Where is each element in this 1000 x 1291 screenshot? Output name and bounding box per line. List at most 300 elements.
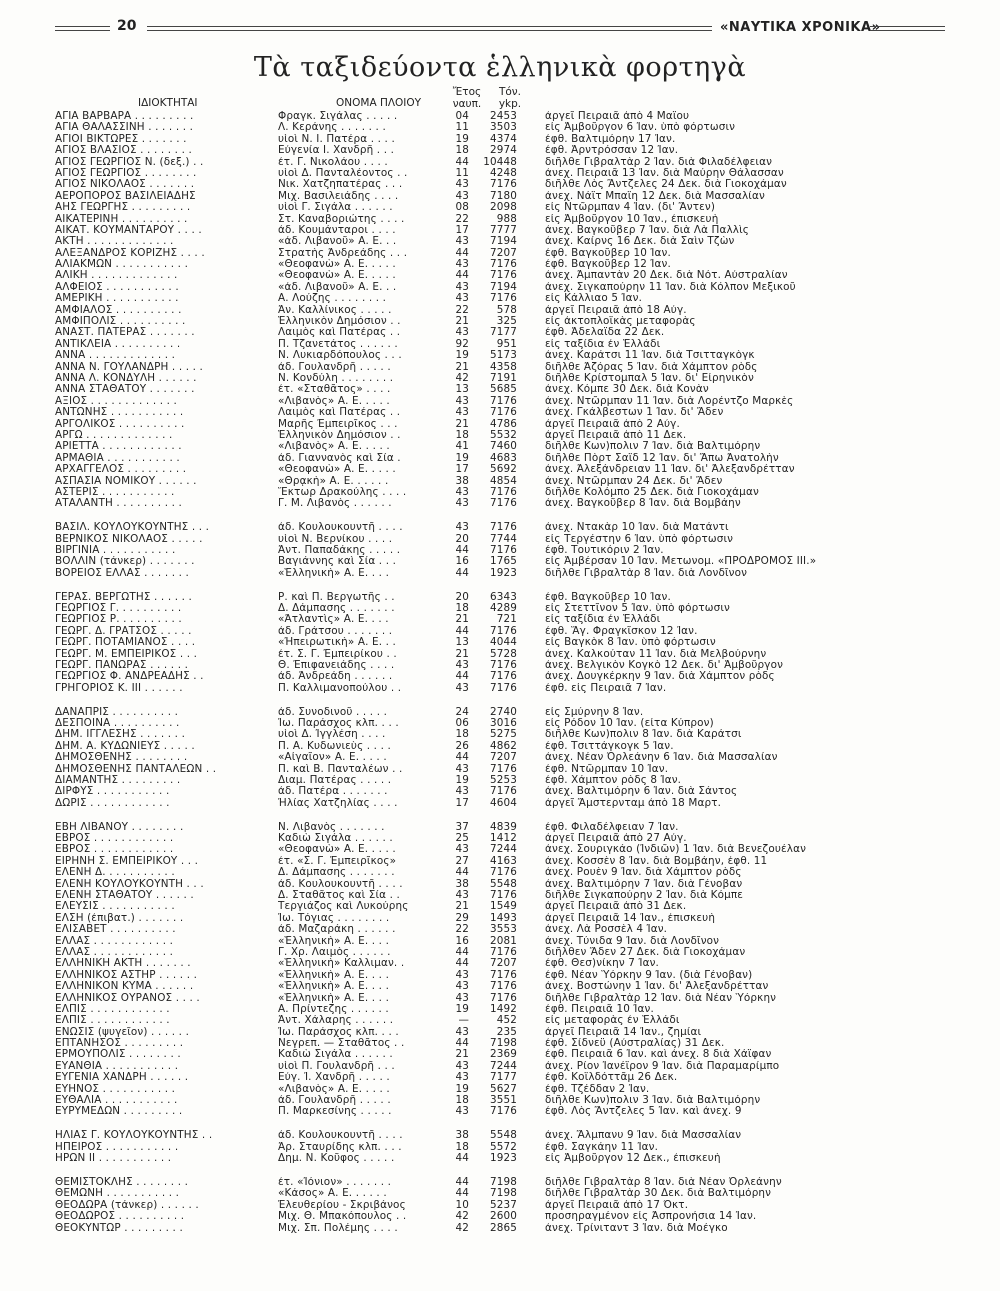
ship-name: υἱοὶ Δ. Ἰγγλέση . . . . (278, 729, 386, 741)
ship-name: «Ἑλληνικὴ» Α. Ε. . . . (278, 935, 390, 947)
ship-name: «Κάσος» Α. Ε. . . . . . (278, 1188, 387, 1200)
owner-name: ΑΝΤΙΚΛΕΙΑ . . . . . . . . . . (55, 338, 181, 350)
ship-name: Ἰω. Παράσχος κλπ. . . . (278, 718, 399, 730)
ship-name: Εὐγενία Ι. Χανδρῆ . . . (278, 145, 395, 157)
voyage-status: ἀνεχ. Ἄλμπανυ 9 Ἰαν. διὰ Μασσαλίαν (545, 1130, 742, 1142)
year-built: 43 (455, 763, 469, 775)
tonnage: 5532 (489, 429, 517, 441)
voyage-status: ἐφθ. Βαγκοῦβερ 10 Ἰαν. (545, 247, 671, 259)
voyage-status: ἐφθ. Σίδνεϋ (Αὐστραλίας) 31 Δεκ. (545, 1038, 725, 1050)
ship-name: ἀδ. Κουλουκουντῆ . . . . (278, 522, 403, 534)
tonnage: 6343 (489, 591, 517, 603)
owner-name: ΑΜΦΙΑΛΟΣ . . . . . . . . . . (55, 304, 182, 316)
tonnage: 5572 (489, 1141, 517, 1153)
year-built: 44 (455, 625, 469, 637)
tonnage: 452 (496, 1015, 517, 1027)
tonnage: 5692 (489, 464, 517, 476)
ship-row (55, 1072, 945, 1083)
year-built: 44 (455, 247, 469, 259)
year-built: 43 (455, 844, 469, 856)
ship-name: ἀδ. Μαζαράκη . . . . . . (278, 924, 396, 936)
tonnage: 1923 (489, 567, 517, 579)
year-built: 44 (455, 567, 469, 579)
ship-name: Μιχ. Βασιλειάδης . . . . (278, 190, 399, 202)
voyage-status: διῆλθε Πὸρτ Σαΐδ 12 Ἰαν. δι' Ἄπω Ἀνατολὴν (545, 452, 779, 464)
voyage-status: ἀνεχ. Ρίον Ἰανέϊρον 9 Ἰαν. διὰ Παραμαρίμπο (545, 1060, 780, 1072)
tonnage: 7176 (489, 395, 517, 407)
tonnage: 7176 (489, 522, 517, 534)
tonnage: 5253 (489, 774, 517, 786)
tonnage: 7180 (489, 190, 517, 202)
owner-name: ΑΚΤΗ . . . . . . . . . . . . . (55, 236, 174, 248)
ship-row (55, 970, 945, 981)
owner-name: ΕΥΓΕΝΙΑ ΧΑΝΔΡΗ . . . . . . (55, 1072, 189, 1084)
ship-row (55, 637, 945, 648)
tonnage: 7191 (489, 372, 517, 384)
ship-name: Π. Μαρκεσίνης . . . . . (278, 1106, 392, 1118)
voyage-status: ἐφθ. Θεσ)νίκην 7 Ἰαν. (545, 958, 659, 970)
ship-row (55, 867, 945, 878)
owner-name: ΑΓΙΟΣ ΓΕΩΡΓΙΟΣ Ν. (δεξ.) . . (55, 156, 204, 168)
tonnage: 7176 (489, 1106, 517, 1118)
year-built: 44 (455, 270, 469, 282)
tonnage: 3016 (489, 718, 517, 730)
ship-row (55, 316, 945, 327)
year-built: — (458, 1015, 469, 1027)
tonnage: 7244 (489, 1060, 517, 1072)
ship-name: Ἀντ. Παπαδάκης . . . . . (278, 544, 401, 556)
year-built: 43 (455, 1106, 469, 1118)
owner-name: ΕΛΣΗ (ἐπιβατ.) . . . . . . . (55, 912, 184, 924)
tonnage: 721 (496, 614, 517, 626)
voyage-status: ἀνεχ. Βαγκοῦβερ 7 Ἰαν. διὰ Λὰ Παλλὶς (545, 224, 750, 236)
ship-name: Α. Πρίντεζης . . . . . . (278, 1003, 389, 1015)
owner-name: ΕΛΕΥΣΙΣ . . . . . . . . . . . (55, 901, 175, 913)
tonnage: 4839 (489, 821, 517, 833)
ship-row (55, 407, 945, 418)
ship-row (55, 373, 945, 384)
ship-name: «Θεοφανὼ» Α. Ε. . . . . (278, 259, 396, 271)
ship-name: Π. Καλλιμανοπούλου . . (278, 682, 402, 694)
owner-name: ΑΓΙΟΙ ΒΙΚΤΩΡΕΣ . . . . . . . (55, 133, 187, 145)
ship-row (55, 441, 945, 452)
tonnage: 1765 (489, 556, 517, 568)
ship-row (55, 191, 945, 202)
tonnage: 7176 (489, 293, 517, 305)
ship-row (55, 1153, 945, 1164)
tonnage: 2453 (489, 111, 517, 122)
year-built: 18 (455, 429, 469, 441)
owner-name: ΑΡΓΟΛΙΚΟΣ . . . . . . . . . . (55, 418, 185, 430)
voyage-status: ἀνεχ. Τύνιδα 9 Ἰαν. διὰ Λονδῖνον (545, 935, 720, 947)
ship-row (55, 419, 945, 430)
ship-row (55, 1095, 945, 1106)
owner-name: ΔΗΜΟΣΘΕΝΗΣ ΠΑΝΤΑΛΕΩΝ . . (55, 763, 217, 775)
tonnage: 7744 (489, 533, 517, 545)
tonnage: 1549 (489, 901, 517, 913)
tonnage: 3551 (489, 1095, 517, 1107)
ship-name: ἐτ. «Σ. Γ. Ἐμπειρῖκος» (278, 855, 397, 867)
column-header-owners: ΙΔΙΟΚΤΗΤΑΙ (138, 97, 198, 109)
ship-name: Δ. Δάμπασης . . . . . . . (278, 603, 395, 615)
tonnage: 7176 (489, 867, 517, 879)
owner-name: ΓΕΩΡΓ. ΠΟΤΑΜΙΑΝΟΣ . . . . (55, 637, 196, 649)
tonnage: 578 (496, 304, 517, 316)
ship-row (55, 1177, 945, 1188)
owner-name: ΑΝΝΑ Ν. ΓΟΥΛΑΝΔΡΗ . . . . . (55, 361, 204, 373)
voyage-status: διῆλθε Γιβραλτὰρ 2 Ἰαν. διὰ Φιλαδέλφειαν (545, 156, 773, 168)
ship-row (55, 568, 945, 579)
voyage-status: ἐφθ. Νέαν Ὑόρκην 9 Ἰαν. (διὰ Γένοβαν) (545, 969, 753, 981)
ship-row (55, 958, 945, 969)
owner-name: ΑΡΙΕΤΤΑ . . . . . . . . . . . . (55, 441, 182, 453)
owner-name: ΓΕΩΡΓ. ΠΑΝΩΡΑΣ . . . . . . (55, 659, 189, 671)
year-built: 42 (455, 372, 469, 384)
article-title: Τὰ ταξιδεύοντα ἑλληνικὰ φορτηγὰ (253, 52, 747, 83)
voyage-status: διῆλθε Κων)πολιν 7 Ἰαν. διὰ Βαλτιμόρην (545, 441, 761, 453)
tonnage: 2865 (489, 1222, 517, 1234)
owner-name: ΘΕΜΩΝΗ . . . . . . . . . . . (55, 1188, 180, 1200)
tonnage: 1923 (489, 1153, 517, 1165)
page-number: 20 (117, 18, 137, 34)
year-built: 21 (455, 361, 469, 373)
ship-row (55, 111, 945, 122)
owner-name: ΑΡΜΑΘΙΑ . . . . . . . . . . . (55, 452, 180, 464)
year-built: 18 (455, 729, 469, 741)
tonnage: 7176 (489, 544, 517, 556)
owner-name: ΓΕΩΡΓΙΟΣ Ρ. . . . . . . . . . (55, 614, 182, 626)
owner-name: ΗΠΕΙΡΟΣ . . . . . . . . . . . (55, 1141, 179, 1153)
ship-row (55, 168, 945, 179)
owner-name: ΔΗΜ. Α. ΚΥΔΩΝΙΕΥΣ . . . . . (55, 740, 195, 752)
ship-name: «Ἑλληνικὴ» Α. Ε. . . . (278, 567, 390, 579)
voyage-status: εἰς Σμύρνην 8 Ἰαν. (545, 706, 644, 718)
tonnage: 3503 (489, 122, 517, 134)
owner-name: ΑΙΚΑΤ. ΚΟΥΜΑΝΤΑΡΟΥ . . . . (55, 224, 202, 236)
ship-row (55, 718, 945, 729)
ship-row (55, 786, 945, 797)
voyage-status: διῆλθε Κολόμπο 25 Δεκ. διὰ Γιοκοχάμαν (545, 486, 759, 498)
tonnage: 4044 (489, 637, 517, 649)
tonnage: 4358 (489, 361, 517, 373)
ship-name: Δημ. Ν. Κοῦφος . . . . . (278, 1153, 395, 1165)
ship-row (55, 844, 945, 855)
ship-row (55, 476, 945, 487)
ship-row (55, 282, 945, 293)
tonnage: 4289 (489, 603, 517, 615)
year-built: 43 (455, 890, 469, 901)
year-built: 27 (455, 855, 469, 867)
header-rule-left (55, 26, 110, 31)
owner-name: ΒΙΡΓΙΝΙΑ . . . . . . . . . . . (55, 544, 176, 556)
year-built: 43 (455, 236, 469, 248)
voyage-status: ἐφθ. Τζέδδαν 2 Ἰαν. (545, 1083, 650, 1095)
year-built: 43 (455, 281, 469, 293)
ship-row (55, 305, 945, 316)
year-built: 20 (455, 591, 469, 603)
year-built: 38 (455, 475, 469, 487)
header-rule-right (870, 26, 945, 31)
ship-group (55, 1177, 945, 1234)
year-built: 43 (455, 522, 469, 534)
owner-name: ΕΛΛΗΝΙΚΟΣ ΟΥΡΑΝΟΣ . . . . (55, 992, 200, 1004)
ship-row (55, 202, 945, 213)
ship-name: Ν. Κονδύλη . . . . . . . . (278, 372, 394, 384)
year-built: 42 (455, 1222, 469, 1234)
owner-name: ΕΛΙΣΑΒΕΤ . . . . . . . . . . (55, 924, 176, 936)
ship-row (55, 498, 945, 509)
tonnage: 7176 (489, 259, 517, 271)
year-built: 43 (455, 190, 469, 202)
voyage-status: ἀνεχ. Κόμπε 30 Δεκ. διὰ Κονὰν (545, 384, 709, 396)
ship-name: Ἑλληνικὸν Δημόσιον . . (278, 316, 401, 328)
voyage-status: ἀνεχ. Νέαν Ὀρλεάνην 6 Ἰαν. διὰ Μασσαλίαν (545, 752, 778, 764)
ship-name: Ἰω. Τόγιας . . . . . . . . (278, 912, 390, 924)
ship-name: Δ. Δάμπασης . . . . . . . (278, 867, 395, 879)
voyage-status: ἀνεχ. Ντῶρμπαν 24 Δεκ. δι' Ἄδεν (545, 475, 723, 487)
owner-name: ΒΟΛΛΙΝ (τάνκερ) . . . . . . . (55, 556, 195, 568)
year-built: 43 (455, 1060, 469, 1072)
ship-row (55, 1049, 945, 1060)
ship-row (55, 259, 945, 270)
ship-row (55, 729, 945, 740)
ship-group (55, 822, 945, 1118)
owner-name: ΕΥΘΑΛΙΑ . . . . . . . . . . . (55, 1095, 178, 1107)
owner-name: ΕΝΩΣΙΣ (ψυγεῖον) . . . . . . (55, 1026, 190, 1038)
ship-name: υἱοὶ Ν. Ι. Πατέρα . . . . (278, 133, 395, 145)
ship-row (55, 362, 945, 373)
tonnage: 235 (496, 1026, 517, 1038)
ship-name: ἀδ. Κουλουκουντῆ . . . . (278, 1130, 403, 1142)
year-built: 43 (455, 981, 469, 993)
owner-name: ΘΕΟΚΥΝΤΩΡ . . . . . . . . . (55, 1222, 183, 1234)
year-built: 44 (455, 1176, 469, 1188)
ship-row (55, 293, 945, 304)
ship-name: Π. Τζανετάτος . . . . . . (278, 338, 398, 350)
tonnage: 7176 (489, 498, 517, 510)
owner-name: ΑΜΕΡΙΚΗ . . . . . . . . . . . (55, 293, 179, 305)
tonnage: 7176 (489, 890, 517, 901)
ship-name: υἱοὶ Ν. Βερνίκου . . . . (278, 533, 393, 545)
year-built: 43 (455, 486, 469, 498)
owner-name: ΕΛΛΗΝΙΚΟΣ ΑΣΤΗΡ . . . . . . (55, 969, 198, 981)
year-built: 21 (455, 614, 469, 626)
voyage-status: ἀργεῖ Πειραιᾶ ἀπὸ 11 Δεκ. (545, 429, 687, 441)
ship-row (55, 936, 945, 947)
ship-row (55, 890, 945, 901)
owner-name: ΑΣΤΕΡΙΣ . . . . . . . . . . . (55, 486, 175, 498)
ship-name: Γ. Μ. Λιβανὸς . . . . . . (278, 498, 392, 510)
year-built: 19 (455, 133, 469, 145)
tonnage: 5548 (489, 1130, 517, 1142)
year-built: 44 (455, 946, 469, 958)
ship-row (55, 1027, 945, 1038)
owner-name: ΑΤΑΛΑΝΤΗ . . . . . . . . . . (55, 498, 182, 510)
year-built: 44 (455, 1153, 469, 1165)
ship-row (55, 671, 945, 682)
year-built: 21 (455, 901, 469, 913)
tonnage: 7176 (489, 270, 517, 282)
year-built: 43 (455, 498, 469, 510)
owner-name: ΔΑΝΑΠΡΙΣ . . . . . . . . . . (55, 706, 179, 718)
voyage-status: ἀνεχ. Τρίνιταντ 3 Ἰαν. διὰ Μοέγκο (545, 1222, 728, 1234)
year-built: 43 (455, 786, 469, 798)
owner-name: ΔΙΡΦΥΣ . . . . . . . . . . . (55, 786, 170, 798)
tonnage: 7198 (489, 1188, 517, 1200)
ship-row (55, 592, 945, 603)
tonnage: 2081 (489, 935, 517, 947)
voyage-status: εἰς ταξίδια ἐν Ἑλλάδι (545, 338, 661, 350)
year-built: 25 (455, 833, 469, 845)
owner-name: ΗΛΙΑΣ Γ. ΚΟΥΛΟΥΚΟΥΝΤΗΣ . . (55, 1130, 213, 1142)
voyage-status: ἐφθ. Πειραιᾶ 10 Ἰαν. (545, 1003, 654, 1015)
voyage-status: ἀνεχ. Βοστώνην 1 Ἰαν. δι' Ἀλεξανδρέτταν (545, 981, 769, 993)
year-built: 18 (455, 145, 469, 157)
ship-name: ἀδ. Γουλανδρῆ . . . . . (278, 1095, 391, 1107)
tonnage: 4854 (489, 475, 517, 487)
owner-name: ΓΕΩΡΓ. Δ. ΓΡΑΤΣΟΣ . . . . . (55, 625, 192, 637)
tonnage: 7176 (489, 682, 517, 694)
ship-group (55, 1130, 945, 1164)
year-built: 44 (455, 544, 469, 556)
voyage-status: ἐφθ. Ἀρντρόσσαν 12 Ἰαν. (545, 145, 679, 157)
tonnage: 7176 (489, 407, 517, 419)
owner-name: ΑΕΡΟΠΟΡΟΣ ΒΑΣΙΛΕΙΑΔΗΣ (55, 190, 196, 202)
tonnage: 10448 (483, 156, 517, 168)
ship-name: «Θεοφανὼ» Α. Ε. . . . . (278, 464, 396, 476)
ship-name: «ἀδ. Λιβανοῦ» Α. Ε. . . (278, 236, 397, 248)
ship-name: Μιχ. Θ. Μπακόπουλος . . (278, 1211, 407, 1223)
ship-row (55, 798, 945, 809)
tonnage: 7176 (489, 179, 517, 191)
year-built: 92 (455, 338, 469, 350)
tonnage: 7460 (489, 441, 517, 453)
tonnage: 1492 (489, 1003, 517, 1015)
ship-listing (55, 111, 945, 1246)
owner-name: ΑΓΙΑ ΒΑΡΒΑΡΑ . . . . . . . . . (55, 111, 194, 122)
ship-row (55, 384, 945, 395)
year-built: 44 (455, 1038, 469, 1050)
tonnage: 2600 (489, 1211, 517, 1223)
ship-row (55, 545, 945, 556)
ship-name: Μιχ. Σπ. Πολέμης . . . . (278, 1222, 398, 1234)
tonnage: 2974 (489, 145, 517, 157)
ship-name: Λ. Κεράνης . . . . . . . (278, 122, 386, 134)
ship-row (55, 833, 945, 844)
owner-name: ΕΛΛΑΣ . . . . . . . . . . . . (55, 935, 174, 947)
owner-name: ΗΡΩΝ ΙΙ . . . . . . . . . . . (55, 1153, 172, 1165)
voyage-status: ἀνεχ. Σιγκαπούρην 11 Ἰαν. διὰ Κόλπον Μεξικοῦ (545, 281, 796, 293)
ship-name: «Ἠπειρωτικὴ» Α. Ε. . . (278, 637, 396, 649)
tonnage: 3553 (489, 924, 517, 936)
owner-name: ΑΛΙΚΗ . . . . . . . . . . . . . (55, 270, 178, 282)
tonnage: 7177 (489, 1072, 517, 1084)
owner-name: ΔΗΜΟΣΘΕΝΗΣ . . . . . . . . (55, 752, 188, 764)
year-built: 18 (455, 603, 469, 615)
owner-name: ΕΛΛΗΝΙΚΗ ΑΚΤΗ . . . . . . . (55, 958, 191, 970)
ship-name: Νεγρεπ. — Σταθᾶτος . . (278, 1038, 405, 1050)
voyage-status: ἀργεῖ Πειραιᾶ ἀπὸ 4 Μαΐου (545, 111, 690, 122)
voyage-status: διῆλθε Γιβραλτὰρ 30 Δεκ. διὰ Βαλτιμόρην (545, 1188, 772, 1200)
owner-name: ΑΞΙΟΣ . . . . . . . . . . . . . (55, 395, 178, 407)
voyage-status: ἐφθ. Τσιττάγκογκ 5 Ἰαν. (545, 740, 674, 752)
owner-name: ΘΕΟΔΩΡΑ (τάνκερ) . . . . . . (55, 1199, 199, 1211)
owner-name: ΓΕΩΡΓΙΟΣ Φ. ΑΝΔΡΕΑΔΗΣ . . (55, 671, 204, 683)
year-built: 17 (455, 464, 469, 476)
voyage-status: διῆλθε Γιβραλτὰρ 8 Ἰαν. διὰ Λονδῖνον (545, 567, 748, 579)
voyage-status: ἐφθ. Λὸς Ἄντζελες 5 Ἰαν. καὶ ἀνεχ. 9 (545, 1106, 742, 1118)
tonnage: 7176 (489, 981, 517, 993)
ship-name: υἱοὶ Π. Γουλανδρῆ . . . (278, 1060, 395, 1072)
tonnage: 7177 (489, 327, 517, 339)
ship-name: Θ. Ἐπιφανειάδης . . . . (278, 659, 395, 671)
ship-name: υἱοὶ Δ. Πανταλέοντος . . (278, 167, 408, 179)
voyage-status: εἰς Ἀμβοῦργον 10 Ἰαν., ἐπισκευὴ (545, 213, 719, 225)
tonnage: 7207 (489, 958, 517, 970)
ship-row (55, 626, 945, 637)
tonnage: 7176 (489, 625, 517, 637)
voyage-status: ἀνεχ. Βαλτιμόρην 6 Ἰαν. διὰ Σάντος (545, 786, 738, 798)
voyage-status: εἰς ἀκτοπλοϊκὰς μεταφορὰς (545, 316, 696, 328)
owner-name: ΕΠΤΑΝΗΣΟΣ . . . . . . . . . (55, 1038, 184, 1050)
ship-group (55, 592, 945, 695)
ship-row (55, 603, 945, 614)
ship-name: Νικ. Χατζηπατέρας . . . (278, 179, 403, 191)
ship-row (55, 752, 945, 763)
tonnage: 7176 (489, 671, 517, 683)
voyage-status: ἐφθ. Ἀδελαΐδα 22 Δεκ. (545, 327, 665, 339)
tonnage: 7198 (489, 1176, 517, 1188)
owner-name: ΑΡΧΑΓΓΕΛΟΣ . . . . . . . . . (55, 464, 187, 476)
voyage-status: ἀργεῖ Πειραιᾶ 14 Ἰαν., ἐπισκευὴ (545, 912, 716, 924)
voyage-status: ἀνεχ. Δουγκέρκην 9 Ἰαν. διὰ Χάμπτον ρὸδς (545, 671, 775, 683)
ship-row (55, 741, 945, 752)
tonnage: 4683 (489, 452, 517, 464)
year-built: 43 (455, 682, 469, 694)
tonnage: 7176 (489, 992, 517, 1004)
ship-name: Μαρῆς Ἐμπειρῖκος . . . (278, 418, 398, 430)
tonnage: 7176 (489, 486, 517, 498)
voyage-status: ἀργεῖ Πειραιᾶ 14 Ἰαν., ζημίαι (545, 1026, 702, 1038)
year-built: 22 (455, 304, 469, 316)
tonnage: 7176 (489, 659, 517, 671)
ship-row (55, 913, 945, 924)
year-built: 44 (455, 156, 469, 168)
ship-name: υἱοὶ Γ. Σιγάλα . . . . . . (278, 202, 393, 214)
ship-name: Τεργιάζος καὶ Λυκούρης (278, 901, 409, 913)
ship-row (55, 157, 945, 168)
voyage-status: εἰς μεταφορὰς ἐν Ἑλλάδι (545, 1015, 680, 1027)
voyage-status: ἀνεχ. Ντῶρμπαν 11 Ἰαν. διὰ Λορέντζο Μαρκὲς (545, 395, 794, 407)
year-built: 42 (455, 1211, 469, 1223)
owner-name: ΘΕΜΙΣΤΟΚΛΗΣ . . . . . . . . (55, 1176, 189, 1188)
tonnage: 5237 (489, 1199, 517, 1211)
voyage-status: διῆλθε Γιβραλτὰρ 12 Ἰαν. διὰ Νέαν Ὑόρκην (545, 992, 777, 1004)
owner-name: ΓΕΩΡΓ. Μ. ΕΜΠΕΙΡΙΚΟΣ . . . (55, 648, 198, 660)
voyage-status: ἀνεχ. Ἀλεξάνδρειαν 11 Ἰαν. δι' Ἀλεξανδρέτταν (545, 464, 795, 476)
ship-name: Ἀν. Καλλίνικος . . . . . (278, 304, 392, 316)
year-built: 24 (455, 706, 469, 718)
tonnage: 5685 (489, 384, 517, 396)
voyage-status: ἐφθ. Σαγκάην 11 Ἰαν. (545, 1141, 659, 1153)
owner-name: ΕΒΡΟΣ . . . . . . . . . . . . (55, 833, 174, 845)
owner-name: ΕΛΕΝΗ Δ. . . . . . . . . . . (55, 867, 175, 879)
tonnage: 4163 (489, 855, 517, 867)
ship-group (55, 111, 945, 510)
year-built: 26 (455, 740, 469, 752)
voyage-status: ἀργεῖ Πειραιᾶ ἀπὸ 31 Δεκ. (545, 901, 687, 913)
ship-row (55, 1142, 945, 1153)
